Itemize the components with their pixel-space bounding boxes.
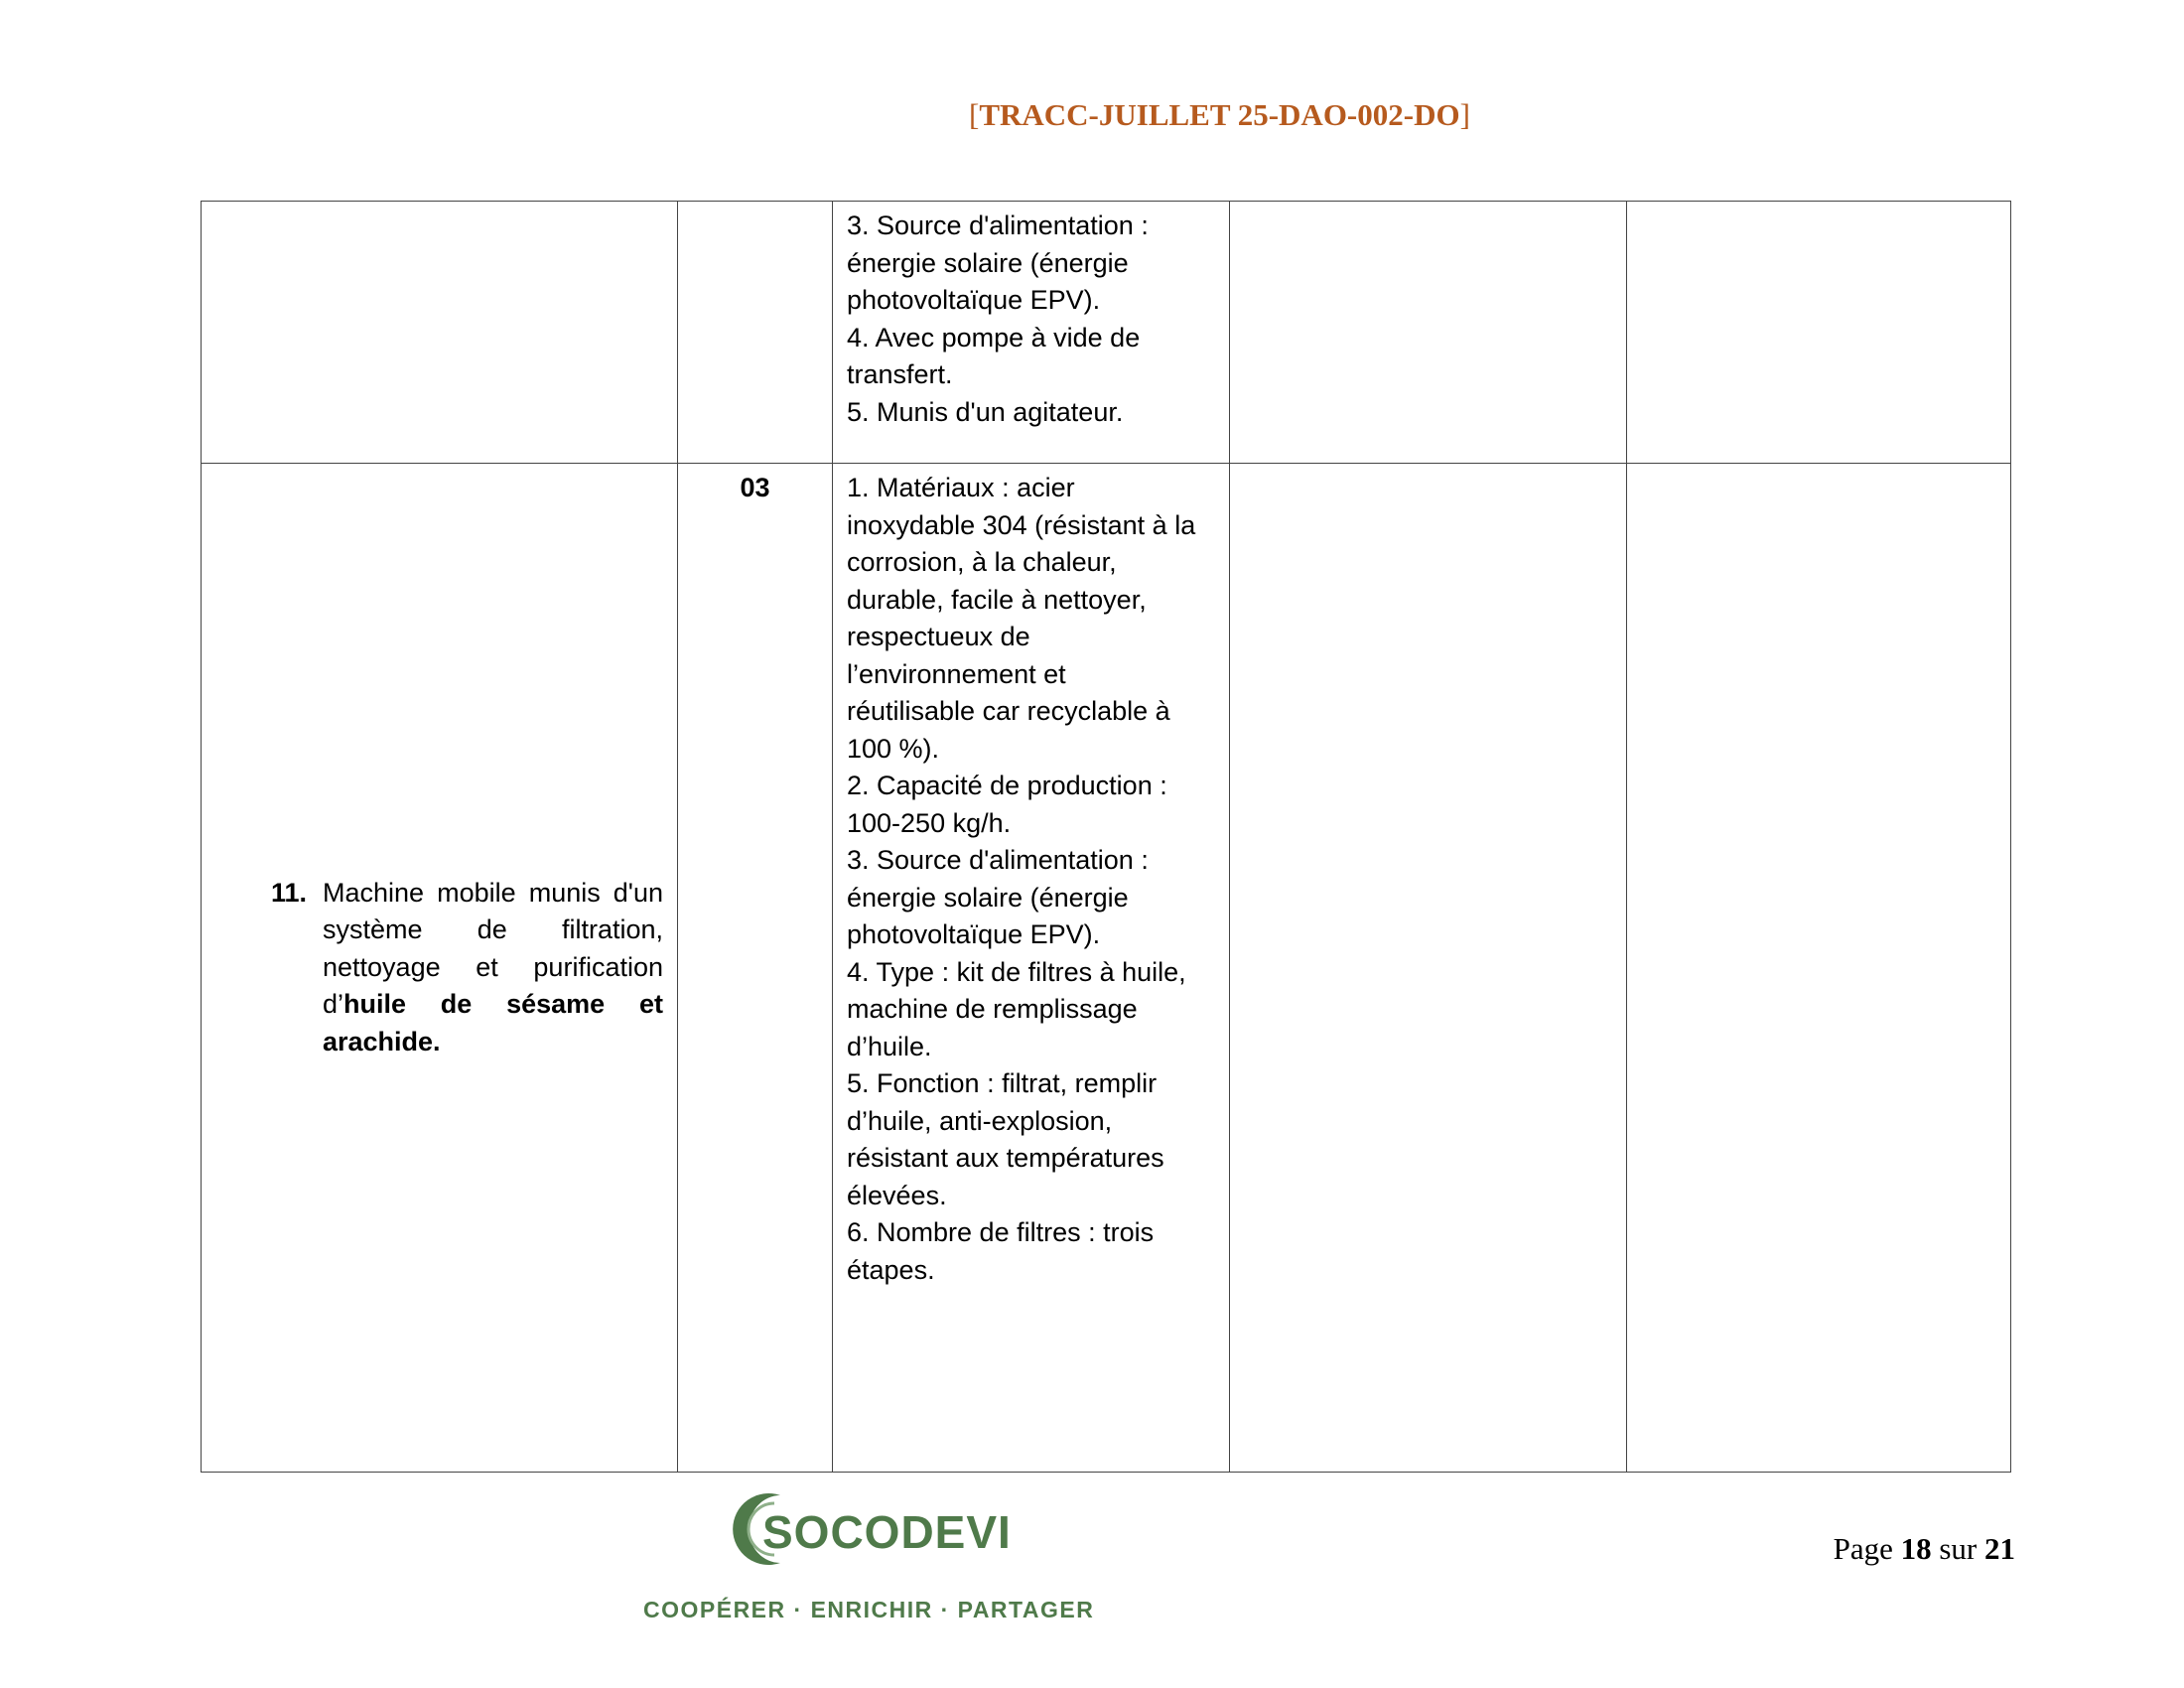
table-row (202, 464, 2011, 1473)
quantity-cell (678, 464, 833, 1473)
item-cell (202, 202, 678, 464)
spec-line: l’environnement et (847, 658, 1066, 689)
spec-line: 4. Avec pompe à vide de (847, 322, 1141, 352)
empty-cell (1627, 202, 2011, 464)
spec-line: 6. Nombre de filtres : trois (847, 1217, 1155, 1247)
item-description-text: Machine mobile munis d'un système de filtration, nettoyage et purification d’ (323, 877, 663, 1020)
document-reference (969, 97, 1485, 133)
spec-line: 4. Type : kit de filtres à huile, (847, 956, 1186, 987)
spec-line: corrosion, à la chaleur, (847, 547, 1117, 577)
spec-line: 2. Capacité de production : (847, 771, 1167, 800)
spec-line: 3. Source d'alimentation : (847, 845, 1149, 875)
table-row (202, 202, 2011, 464)
spec-line: élevées. (847, 1180, 947, 1210)
item-cell (202, 464, 678, 1473)
spec-line: 5. Munis d'un agitateur. (847, 396, 1124, 427)
spec-line: énergie solaire (énergie (847, 247, 1129, 278)
empty-cell (1230, 202, 1627, 464)
spec-line: photovoltaïque EPV). (847, 919, 1101, 949)
spec-cell (833, 464, 1230, 1473)
item-description-bold: huile de sésame et arachide. (323, 989, 663, 1056)
page-total: 21 (1984, 1531, 2015, 1566)
spec-line: 100 %). (847, 733, 940, 764)
spec-line: machine de remplissage (847, 994, 1138, 1024)
spec-line: d’huile, anti-explosion, (847, 1105, 1113, 1136)
spec-line: énergie solaire (énergie (847, 882, 1129, 913)
spec-cell (833, 202, 1230, 464)
logo-wordmark: SOCODEVI (762, 1506, 1012, 1558)
spec-line: photovoltaïque EPV). (847, 285, 1101, 315)
specification-table (201, 201, 2011, 1473)
bracket-close: ] (1459, 97, 1470, 132)
spec-list (833, 202, 1229, 431)
item-number: 11. (271, 877, 308, 908)
quantity-value: 03 (740, 473, 770, 502)
spec-line: résistant aux températures (847, 1143, 1164, 1173)
spec-line: 3. Source d'alimentation : (847, 211, 1149, 240)
spec-line: 1. Matériaux : acier (847, 473, 1075, 502)
quantity-cell (678, 202, 833, 464)
logo-tagline: COOPÉRER · ENRICHIR · PARTAGER (643, 1597, 1095, 1622)
reference-code: TRACC-JUILLET 25-DAO-002-DO (979, 97, 1460, 132)
bracket-open: [ (969, 97, 980, 132)
spec-line: durable, facile à nettoyer, (847, 584, 1147, 615)
spec-line: respectueux de (847, 622, 1030, 651)
page-separator: sur (1939, 1531, 1978, 1566)
page-number (1797, 1531, 2015, 1567)
empty-cell (1627, 464, 2011, 1473)
item-description (323, 875, 663, 1061)
spec-line: inoxydable 304 (résistant à la (847, 509, 1196, 540)
page-prefix: Page (1833, 1531, 1893, 1566)
spec-line: étapes. (847, 1254, 935, 1285)
socodevi-logo (635, 1489, 1095, 1628)
spec-line: 100-250 kg/h. (847, 807, 1012, 838)
spec-line: réutilisable car recyclable à (847, 696, 1170, 726)
spec-line: transfert. (847, 359, 953, 389)
spec-list (833, 464, 1229, 1289)
spec-line: 5. Fonction : filtrat, remplir (847, 1068, 1158, 1098)
empty-cell (1230, 464, 1627, 1473)
spec-line: d’huile. (847, 1031, 932, 1061)
page-current: 18 (1900, 1531, 1932, 1566)
